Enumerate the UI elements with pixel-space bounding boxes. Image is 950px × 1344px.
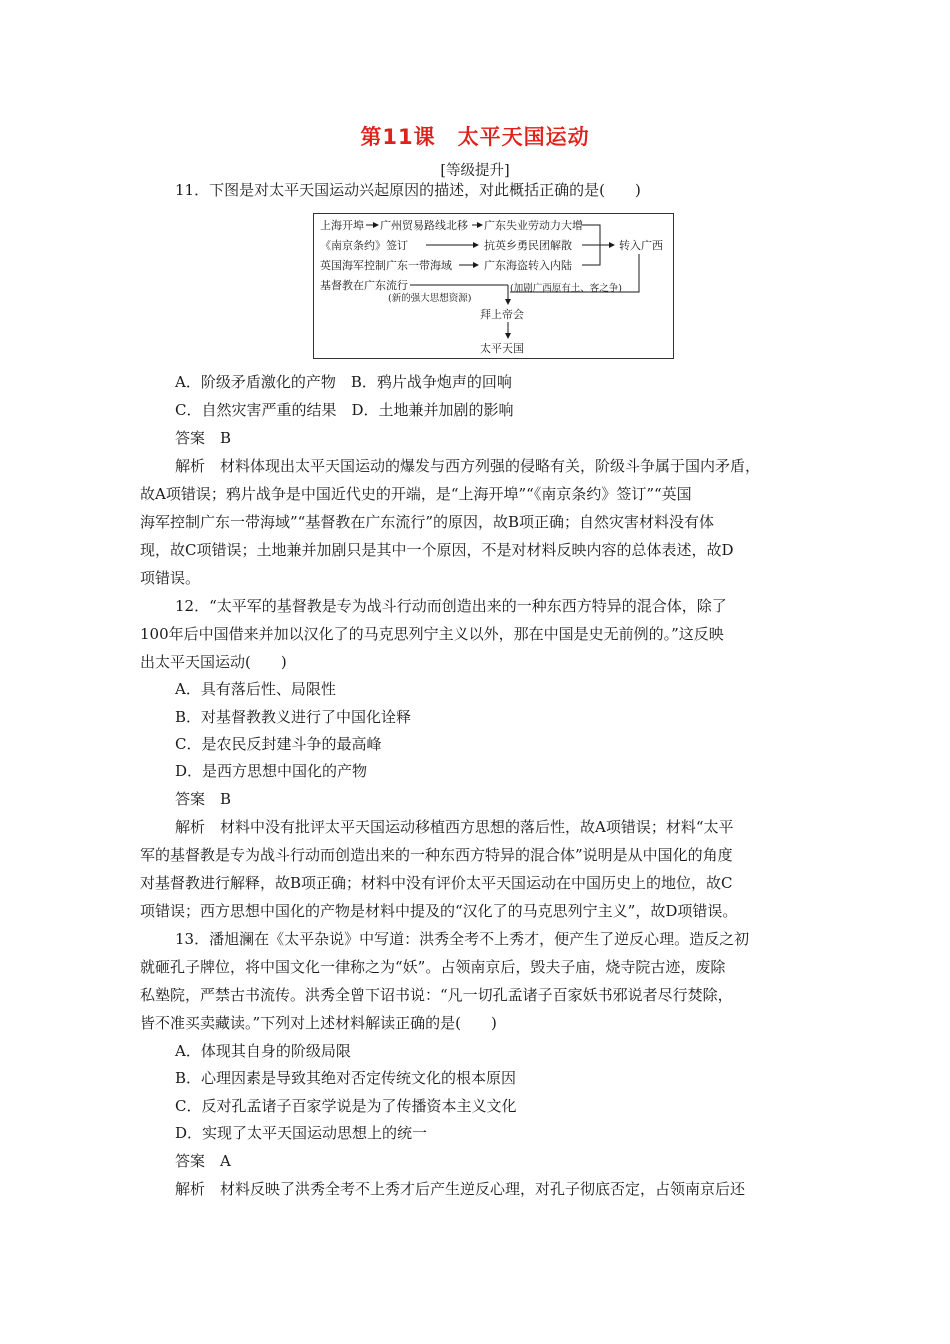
q12-explanation: 军的基督教是专为战斗行动而创造出来的一种东西方特异的混合体”说明是从中国化的角度	[140, 846, 733, 864]
q13-stem: 就砸孔子牌位，将中国文化一律称之为“妖”。占领南京后，毁夫子庙，烧寺院古迹，废除	[140, 958, 726, 976]
diagram-node-god-worship: 拜上帝会	[480, 308, 524, 321]
diagram-node-taiping: 太平天国	[480, 342, 524, 355]
q13-option-b: B．心理因素是导致其绝对否定传统文化的根本原因	[175, 1069, 517, 1087]
q11-answer: 答案 B	[175, 429, 232, 447]
q12-option-c: C．是农民反封建斗争的最高峰	[175, 735, 382, 753]
q12-explanation: 对基督教进行解释，故B项正确；材料中没有评价太平天国运动在中国历史上的地位，故C	[140, 874, 733, 892]
diagram-node-british-navy: 英国海军控制广东一带海域	[320, 259, 452, 272]
q13-answer: 答案 A	[175, 1152, 231, 1170]
q11-explanation: 海军控制广东一带海域”“基督教在广东流行”的原因，故B项正确；自然灾害材料没有体	[140, 513, 715, 531]
q11-explanation: 解析 材料体现出太平天国运动的爆发与西方列强的侵略有关，阶级斗争属于国内矛盾，	[175, 457, 761, 475]
diagram-note-tension: (加剧广西原有土、客之争)	[510, 283, 622, 294]
q12-stem: 12．“太平军的基督教是专为战斗行动而创造出来的一种东西方特异的混合体，除了	[175, 597, 727, 615]
q13-stem: 私塾院，严禁古书流传。洪秀全曾下诏书说：“凡一切孔孟诸子百家妖书邪说者尽行焚除，	[140, 986, 733, 1004]
q12-answer: 答案 B	[175, 790, 232, 808]
q13-explanation: 解析 材料反映了洪秀全考不上秀才后产生逆反心理，对孔子彻底否定，占领南京后还	[175, 1180, 746, 1198]
diagram-node-shanghai-port: 上海开埠	[320, 219, 364, 232]
q12-option-d: D．是西方思想中国化的产物	[175, 762, 368, 780]
q12-explanation: 项错误；西方思想中国化的产物是材料中提及的“汉化了的马克思列宁主义”，故D项错误。	[140, 902, 738, 920]
q12-stem: 出太平天国运动( )	[140, 653, 287, 671]
q13-option-d: D．实现了太平天国运动思想上的统一	[175, 1124, 428, 1142]
diagram-node-pirates-inland: 广东海盗转入内陆	[484, 259, 572, 272]
q13-stem: 13．潘旭澜在《太平杂说》中写道：洪秀全考不上秀才，便产生了逆反心理。造反之初	[175, 930, 750, 948]
q11-options-cd: C．自然灾害严重的结果 D．土地兼并加剧的影响	[175, 401, 514, 419]
diagram-node-nanjing-treaty: 《南京条约》签订	[320, 239, 408, 252]
q13-stem: 皆不准买卖藏读。”下列对上述材料解读正确的是( )	[140, 1014, 497, 1032]
diagram-node-trade-route: 广州贸易路线北移	[380, 219, 468, 232]
q12-option-a: A．具有落后性、局限性	[175, 680, 336, 698]
q11-explanation: 项错误。	[140, 569, 201, 587]
q13-option-a: A．体现其自身的阶级局限	[175, 1042, 351, 1060]
q12-explanation: 解析 材料中没有批评太平天国运动移植西方思想的落后性，故A项错误；材料“太平	[175, 818, 734, 836]
q12-stem: 100年后中国借来并加以汉化了的马克思列宁主义以外，那在中国是史无前例的。”这反映	[140, 625, 724, 643]
diagram-node-militia-disband: 抗英乡勇民团解散	[484, 239, 572, 252]
q11-explanation: 现，故C项错误；土地兼并加剧只是其中一个原因，不是对材料反映内容的总体表述，故D	[140, 541, 734, 559]
q11-explanation: 故A项错误；鸦片战争是中国近代史的开端，是“上海开埠”“《南京条约》签订”“英国	[140, 485, 692, 503]
diagram-node-christianity: 基督教在广东流行	[320, 279, 408, 292]
page-title: 第11课 太平天国运动	[360, 125, 590, 149]
diagram-note-new-thought: (新的强大思想资源)	[388, 293, 472, 304]
diagram-node-to-guangxi: 转入广西	[619, 239, 663, 252]
q12-option-b: B．对基督教教义进行了中国化诠释	[175, 708, 412, 726]
cause-diagram	[313, 213, 674, 359]
q13-option-c: C．反对孔孟诸子百家学说是为了传播资本主义文化	[175, 1097, 517, 1115]
diagram-node-unemployment: 广东失业劳动力大增	[484, 219, 583, 232]
q11-options-ab: A．阶级矛盾激化的产物 B．鸦片战争炮声的回响	[175, 373, 512, 391]
section-subtitle: [等级提升]	[440, 163, 510, 179]
q11-stem: 11．下图是对太平天国运动兴起原因的描述，对此概括正确的是( )	[175, 181, 641, 199]
